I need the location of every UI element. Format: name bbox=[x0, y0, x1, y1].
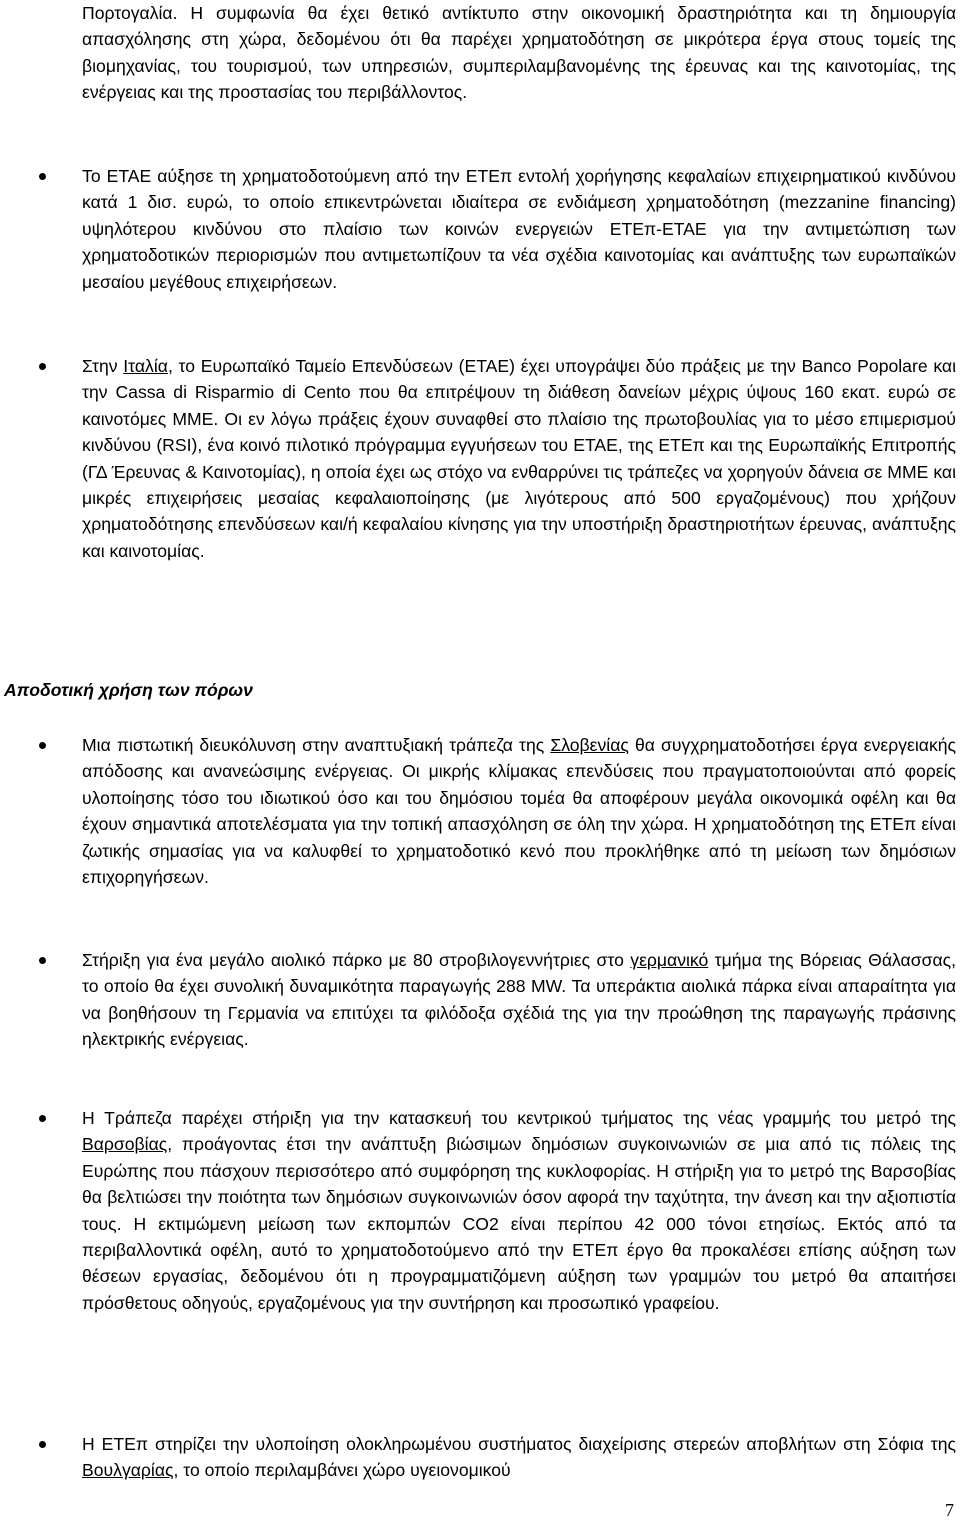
bullet-text-before: Στην bbox=[82, 356, 124, 376]
bullet-dot-icon bbox=[39, 1441, 46, 1448]
bullet-text-before: Μια πιστωτική διευκόλυνση στην αναπτυξιακή τράπεζα της bbox=[82, 735, 551, 755]
bullet-dot-icon bbox=[39, 1115, 46, 1122]
bullet-text-after: , προάγοντας έτσι την ανάπτυξη βιώσιμων δημόσιων συγκοινωνιών σε μια από τις πόλεις της Ευρώπης που πάσχουν περισσότερο από συμφόρηση της κυκλοφορίας. Η στήριξη για το μετρό της Βαρσοβίας θα βελτιώσει την ποιότητα των δημόσιων συγκοινωνιών όσον αφορά την ταχύτητα, την άνεση και την αξιοπιστία τους. Η εκτιμώμενη μείωση των εκπομπών CO2 είναι περίπου 42 000 τόνοι ετησίως. Εκτός από τα περιβαλλοντικά οφέλη, αυτό το χρηματοδοτούμενο από την ΕΤΕπ έργο θα προκαλέσει επίσης αύξηση των θέσεων εργασίας, δεδομένου ότι η προγραμματιζόμενη αύξηση των γραμμών του μετρό θα απαιτήσει πρόσθετους οδηγούς, εργαζομένους για την συντήρηση και προσωπικό γραφείου. bbox=[82, 1134, 956, 1313]
section-heading: Αποδοτική χρήση των πόρων bbox=[4, 680, 253, 700]
bullet-dot-icon bbox=[39, 742, 46, 749]
bullet-text-after: , το Ευρωπαϊκό Ταμείο Επενδύσεων (ΕΤΑΕ) έχει υπογράψει δύο πράξεις με την Banco Popolare και την Cassa di Risparmio di Cento που θα επιτρέψουν τη διάθεση δανείων μέχρις ύψους 160 εκατ. ευρώ σε καινοτόμες ΜΜΕ. Οι εν λόγω πράξεις έχουν συναφθεί στο πλαίσιο της πρωτοβουλίας για το μέσο επιμερισμού κινδύνου (RSI), ένα κοινό πιλοτικό πρόγραμμα εγγυήσεων του ΕΤΑΕ, της ΕΤΕπ και της Ευρωπαϊκής Επιτροπής (ΓΔ Έρευνας & Καινοτομίας), η οποία έχει ως στόχο να ενθαρρύνει τις τράπεζες να χορηγούν δάνεια σε ΜΜΕ και μικρές επιχειρήσεις μεσαίας κεφαλαιοποίησης (με λιγότερους από 500 εργαζομένους) που χρήζουν χρηματοδότησης επενδύσεων και/ή κεφαλαίου κίνησης για την υποστήριξη δραστηριοτήτων έρευνας, ανάπτυξης και καινοτομίας. bbox=[82, 356, 956, 561]
bullet-dot-icon bbox=[39, 173, 46, 180]
bullet-dot-icon bbox=[39, 957, 46, 964]
bullet-dot-icon bbox=[39, 363, 46, 370]
bullet-text-before: Στήριξη για ένα μεγάλο αιολικό πάρκο με 80 στροβιλογεννήτριες στο bbox=[82, 950, 631, 970]
bullet-text-before: Η ΕΤΕπ στηρίζει την υλοποίηση ολοκληρωμένου συστήματος διαχείρισης στερεών αποβλήτων στη Σόφια της bbox=[82, 1434, 956, 1454]
link-bulgaria[interactable]: Βουλγαρίας bbox=[82, 1460, 174, 1481]
bullet-text: Το ΕΤΑΕ αύξησε τη χρηματοδοτούμενη από την ΕΤΕπ εντολή χορήγησης κεφαλαίων επιχειρηματικού κινδύνου κατά 1 δισ. ευρώ, το οποίο επικεντρώνεται ιδιαίτερα σε ενδιάμεση χρηματοδότηση (mezzanine financing) υψηλότερου κινδύνου στο πλαίσιο των κοινών ενεργειών ΕΤΕπ-ΕΤΑΕ για την αντιμετώπιση των χρηματοδοτικών περιορισμών που αντιμετωπίζουν τα νέα σχέδια καινοτομίας και ανάπτυξης των ευρωπαϊκών μεσαίου μεγέθους επιχειρήσεων. bbox=[82, 166, 956, 292]
link-warsaw[interactable]: Βαρσοβίας bbox=[82, 1134, 168, 1155]
bullet-item-etae bbox=[82, 163, 956, 295]
intro-paragraph: Πορτογαλία. Η συμφωνία θα έχει θετικό αντίκτυπο στην οικονομική δραστηριότητα και τη δημιουργία απασχόλησης στη χώρα, δεδομένου ότι θα παρέχει χρηματοδότηση σε μικρότερα έργα στους τομείς της βιομηχανίας, του τουρισμού, των υπηρεσιών, συμπεριλαμβανομένης της έρευνας και της καινοτομίας, της ενέργειας και της προστασίας του περιβάλλοντος. bbox=[82, 3, 956, 103]
link-germany[interactable]: γερμανικό bbox=[630, 950, 709, 970]
bullet-item-italy bbox=[82, 353, 956, 564]
bullet-text-after: θα συγχρηματοδοτήσει έργα ενεργειακής απόδοσης και ανανεώσιμης ενέργειας. Οι μικρής κλίμακας επενδύσεις που πραγματοποιούνται από φορείς υλοποίησης τόσο του ιδιωτικού όσο και του δημόσιου τομέα θα αποφέρουν μεγάλα οικονομικά οφέλη και θα έχουν σημαντικά αποτελέσματα για την τοπική απασχόληση σε όλη την χώρα. Η χρηματοδότηση της ΕΤΕπ είναι ζωτικής σημασίας για να καλυφθεί το χρηματοδοτικό κενό που προκλήθηκε από τη μείωση των δημόσιων επιχορηγήσεων. bbox=[82, 735, 957, 888]
bullet-text-after: , το οποίο περιλαμβάνει χώρο υγειονομικού bbox=[173, 1460, 511, 1481]
bullet-text-before: Η Τράπεζα παρέχει στήριξη για την κατασκευή του κεντρικού τμήματος της νέας γραμμής του μετρό της bbox=[82, 1108, 956, 1128]
bullet-item-warsaw bbox=[82, 1105, 956, 1316]
link-slovenia[interactable]: Σλοβενίας bbox=[550, 735, 629, 755]
link-italy[interactable]: Ιταλία bbox=[123, 356, 168, 376]
page-number: 7 bbox=[945, 1500, 954, 1520]
bullet-text-after: τμήμα της Βόρειας Θάλασσας, το οποίο θα έχει συνολική δυναμικότητα παραγωγής 288 MW. Τα υπεράκτια αιολικά πάρκα είναι απαραίτητα για να βοηθήσουν τη Γερμανία να επιτύχει τα φιλόδοξα σχέδιά της για την προώθηση της παραγωγής πράσινης ηλεκτρικής ενέργειας. bbox=[82, 950, 956, 1050]
bullet-item-germany bbox=[82, 947, 956, 1053]
bullet-item-bulgaria bbox=[82, 1431, 956, 1484]
bullet-item-slovenia bbox=[82, 732, 956, 890]
